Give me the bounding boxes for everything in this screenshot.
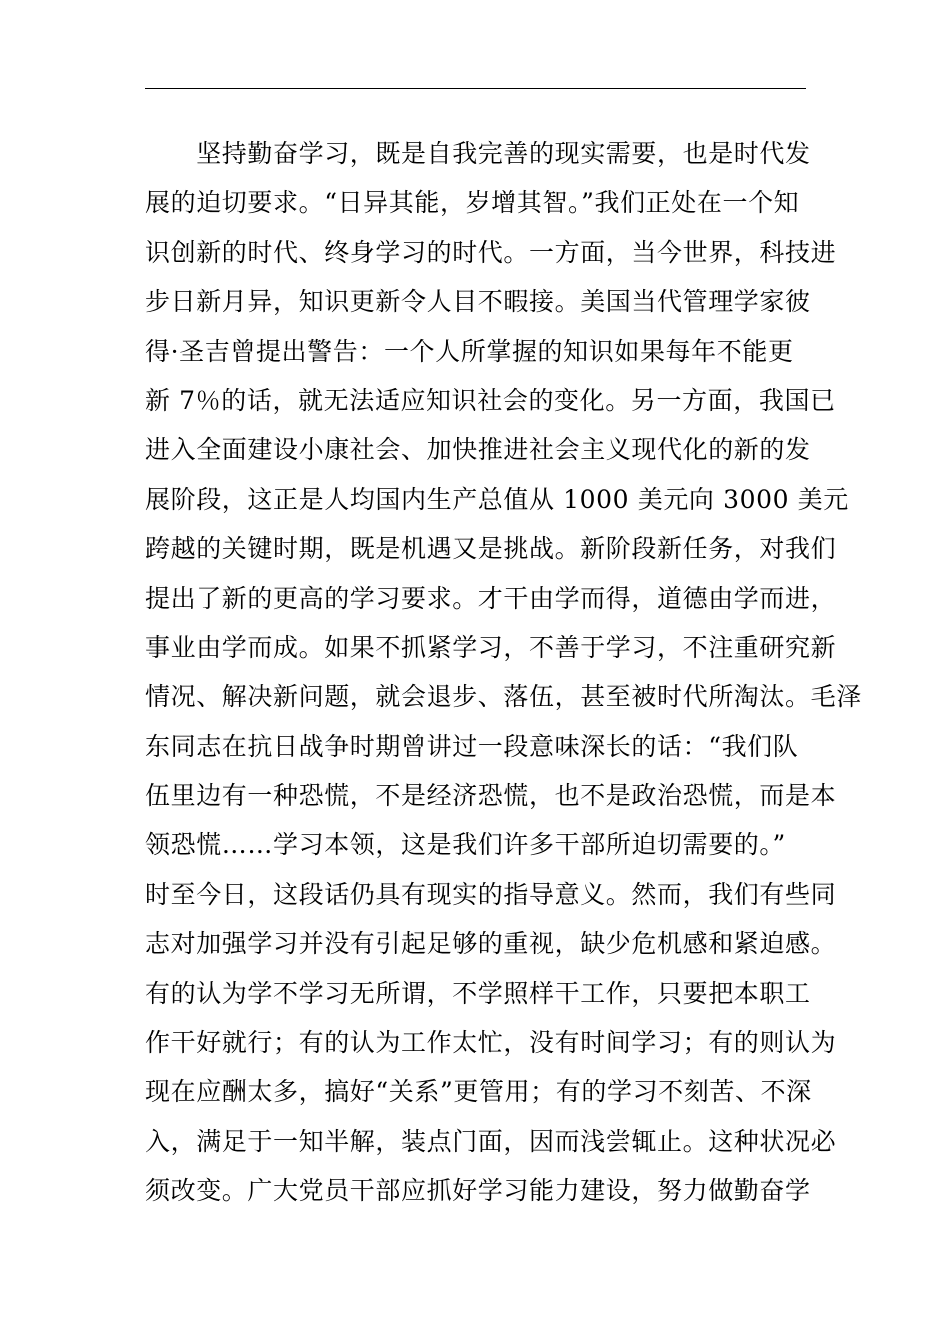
body-paragraph	[145, 129, 862, 1216]
text-line: 得·圣吉曾提出警告：一个人所掌握的知识如果每年不能更	[145, 336, 794, 366]
text-line: 志对加强学习并没有引起足够的重视，缺少危机感和紧迫感。	[145, 929, 837, 959]
text-line: 现在应酬太多，搞好“关系”更管用；有的学习不刻苦、不深	[145, 1077, 812, 1107]
text-line: 事业由学而成。如果不抓紧学习，不善于学习，不注重研究新	[145, 632, 837, 662]
text-line: 提出了新的更高的学习要求。才干由学而得，道德由学而进，	[145, 583, 837, 613]
text-line: 时至今日，这段话仍具有现实的指导意义。然而，我们有些同	[145, 879, 837, 909]
text-line: 入，满足于一知半解，装点门面，因而浅尝辄止。这种状况必	[145, 1126, 837, 1156]
text-line: 展阶段，这正是人均国内生产总值从 1000 美元向 3000 美元	[145, 484, 849, 514]
text-line: 作干好就行；有的认为工作太忙，没有时间学习；有的则认为	[145, 1028, 837, 1058]
text-line: 跨越的关键时期，既是机遇又是挑战。新阶段新任务，对我们	[145, 534, 837, 564]
text-line: 进入全面建设小康社会、加快推进社会主义现代化的新的发	[145, 435, 811, 465]
text-line: 识创新的时代、终身学习的时代。一方面，当今世界，科技进	[145, 237, 837, 267]
text-line: 须改变。广大党员干部应抓好学习能力建设，努力做勤奋学	[145, 1176, 811, 1206]
text-line: 情况、解决新问题，就会退步、落伍，甚至被时代所淘汰。毛泽	[145, 682, 862, 712]
text-line: 有的认为学不学习无所谓，不学照样干工作，只要把本职工	[145, 978, 811, 1008]
header-rule	[145, 88, 806, 89]
text-line: 展的迫切要求。“日异其能，岁增其智。”我们正处在一个知	[145, 188, 800, 218]
text-line: 步日新月异，知识更新令人目不暇接。美国当代管理学家彼	[145, 287, 811, 317]
text-line: 伍里边有一种恐慌，不是经济恐慌，也不是政治恐慌，而是本	[145, 781, 837, 811]
text-line: 新 7％的话，就无法适应知识社会的变化。另一方面，我国已	[145, 385, 836, 415]
text-line: 东同志在抗日战争时期曾讲过一段意味深长的话：“我们队	[145, 731, 799, 761]
text-line: 领恐慌……学习本领，这是我们许多干部所迫切需要的。”	[145, 830, 786, 860]
text-line: 坚持勤奋学习，既是自我完善的现实需要，也是时代发	[145, 139, 811, 168]
